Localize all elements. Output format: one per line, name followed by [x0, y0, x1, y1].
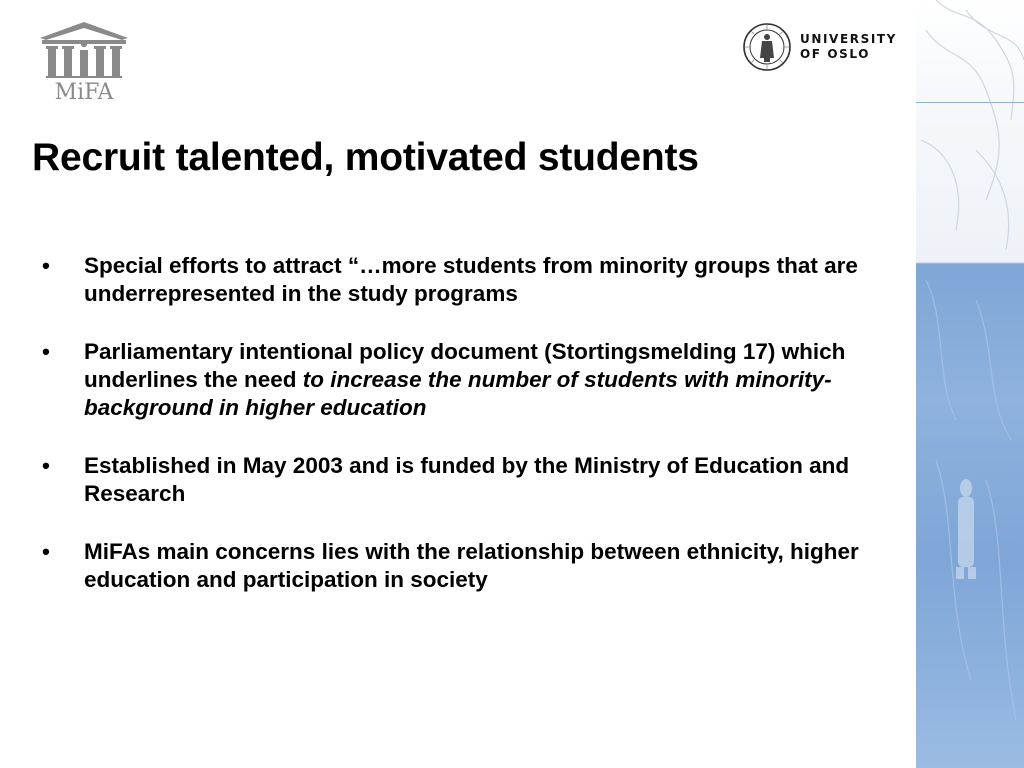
bullet-item	[42, 338, 892, 422]
bullet-dot: •	[42, 253, 50, 278]
statue-illustration-icon	[916, 0, 1024, 768]
university-name-line2: OF OSLO	[800, 47, 871, 61]
mifa-logo	[34, 18, 134, 104]
university-name	[800, 32, 897, 62]
university-name-line1: UNIVERSITY	[800, 32, 897, 46]
university-of-oslo-logo	[742, 22, 902, 74]
bullet-text: Established in May 2003 and is funded by the Ministry of Education and Research	[84, 453, 850, 506]
bullet-text: MiFAs main concerns lies with the relationship between ethnicity, higher education and participation in society	[84, 539, 859, 592]
university-seal-icon	[742, 22, 792, 72]
bullet-text: Special efforts to attract “…more students from minority groups that are underrepresented in the study programs	[84, 253, 858, 306]
slide-title: Recruit talented, motivated students	[32, 136, 699, 179]
band-divider	[916, 436, 1024, 437]
bullet-item	[42, 538, 892, 594]
bullet-dot: •	[42, 453, 50, 478]
bullet-item	[42, 452, 892, 508]
bullet-list	[42, 252, 892, 594]
bullet-item	[42, 252, 892, 308]
bullet-dot: •	[42, 339, 50, 364]
decorative-side-band	[916, 0, 1024, 768]
band-divider	[916, 102, 1024, 103]
bullet-dot: •	[42, 539, 50, 564]
temple-columns-icon	[34, 18, 134, 104]
bullet-emphasis: to increase the number of students with minority-background in higher education	[84, 367, 832, 420]
svg-text:MiFA: MiFA	[54, 80, 114, 104]
bullet-text: Parliamentary intentional policy document (Stortingsmelding 17) which underlines the need	[84, 339, 846, 392]
